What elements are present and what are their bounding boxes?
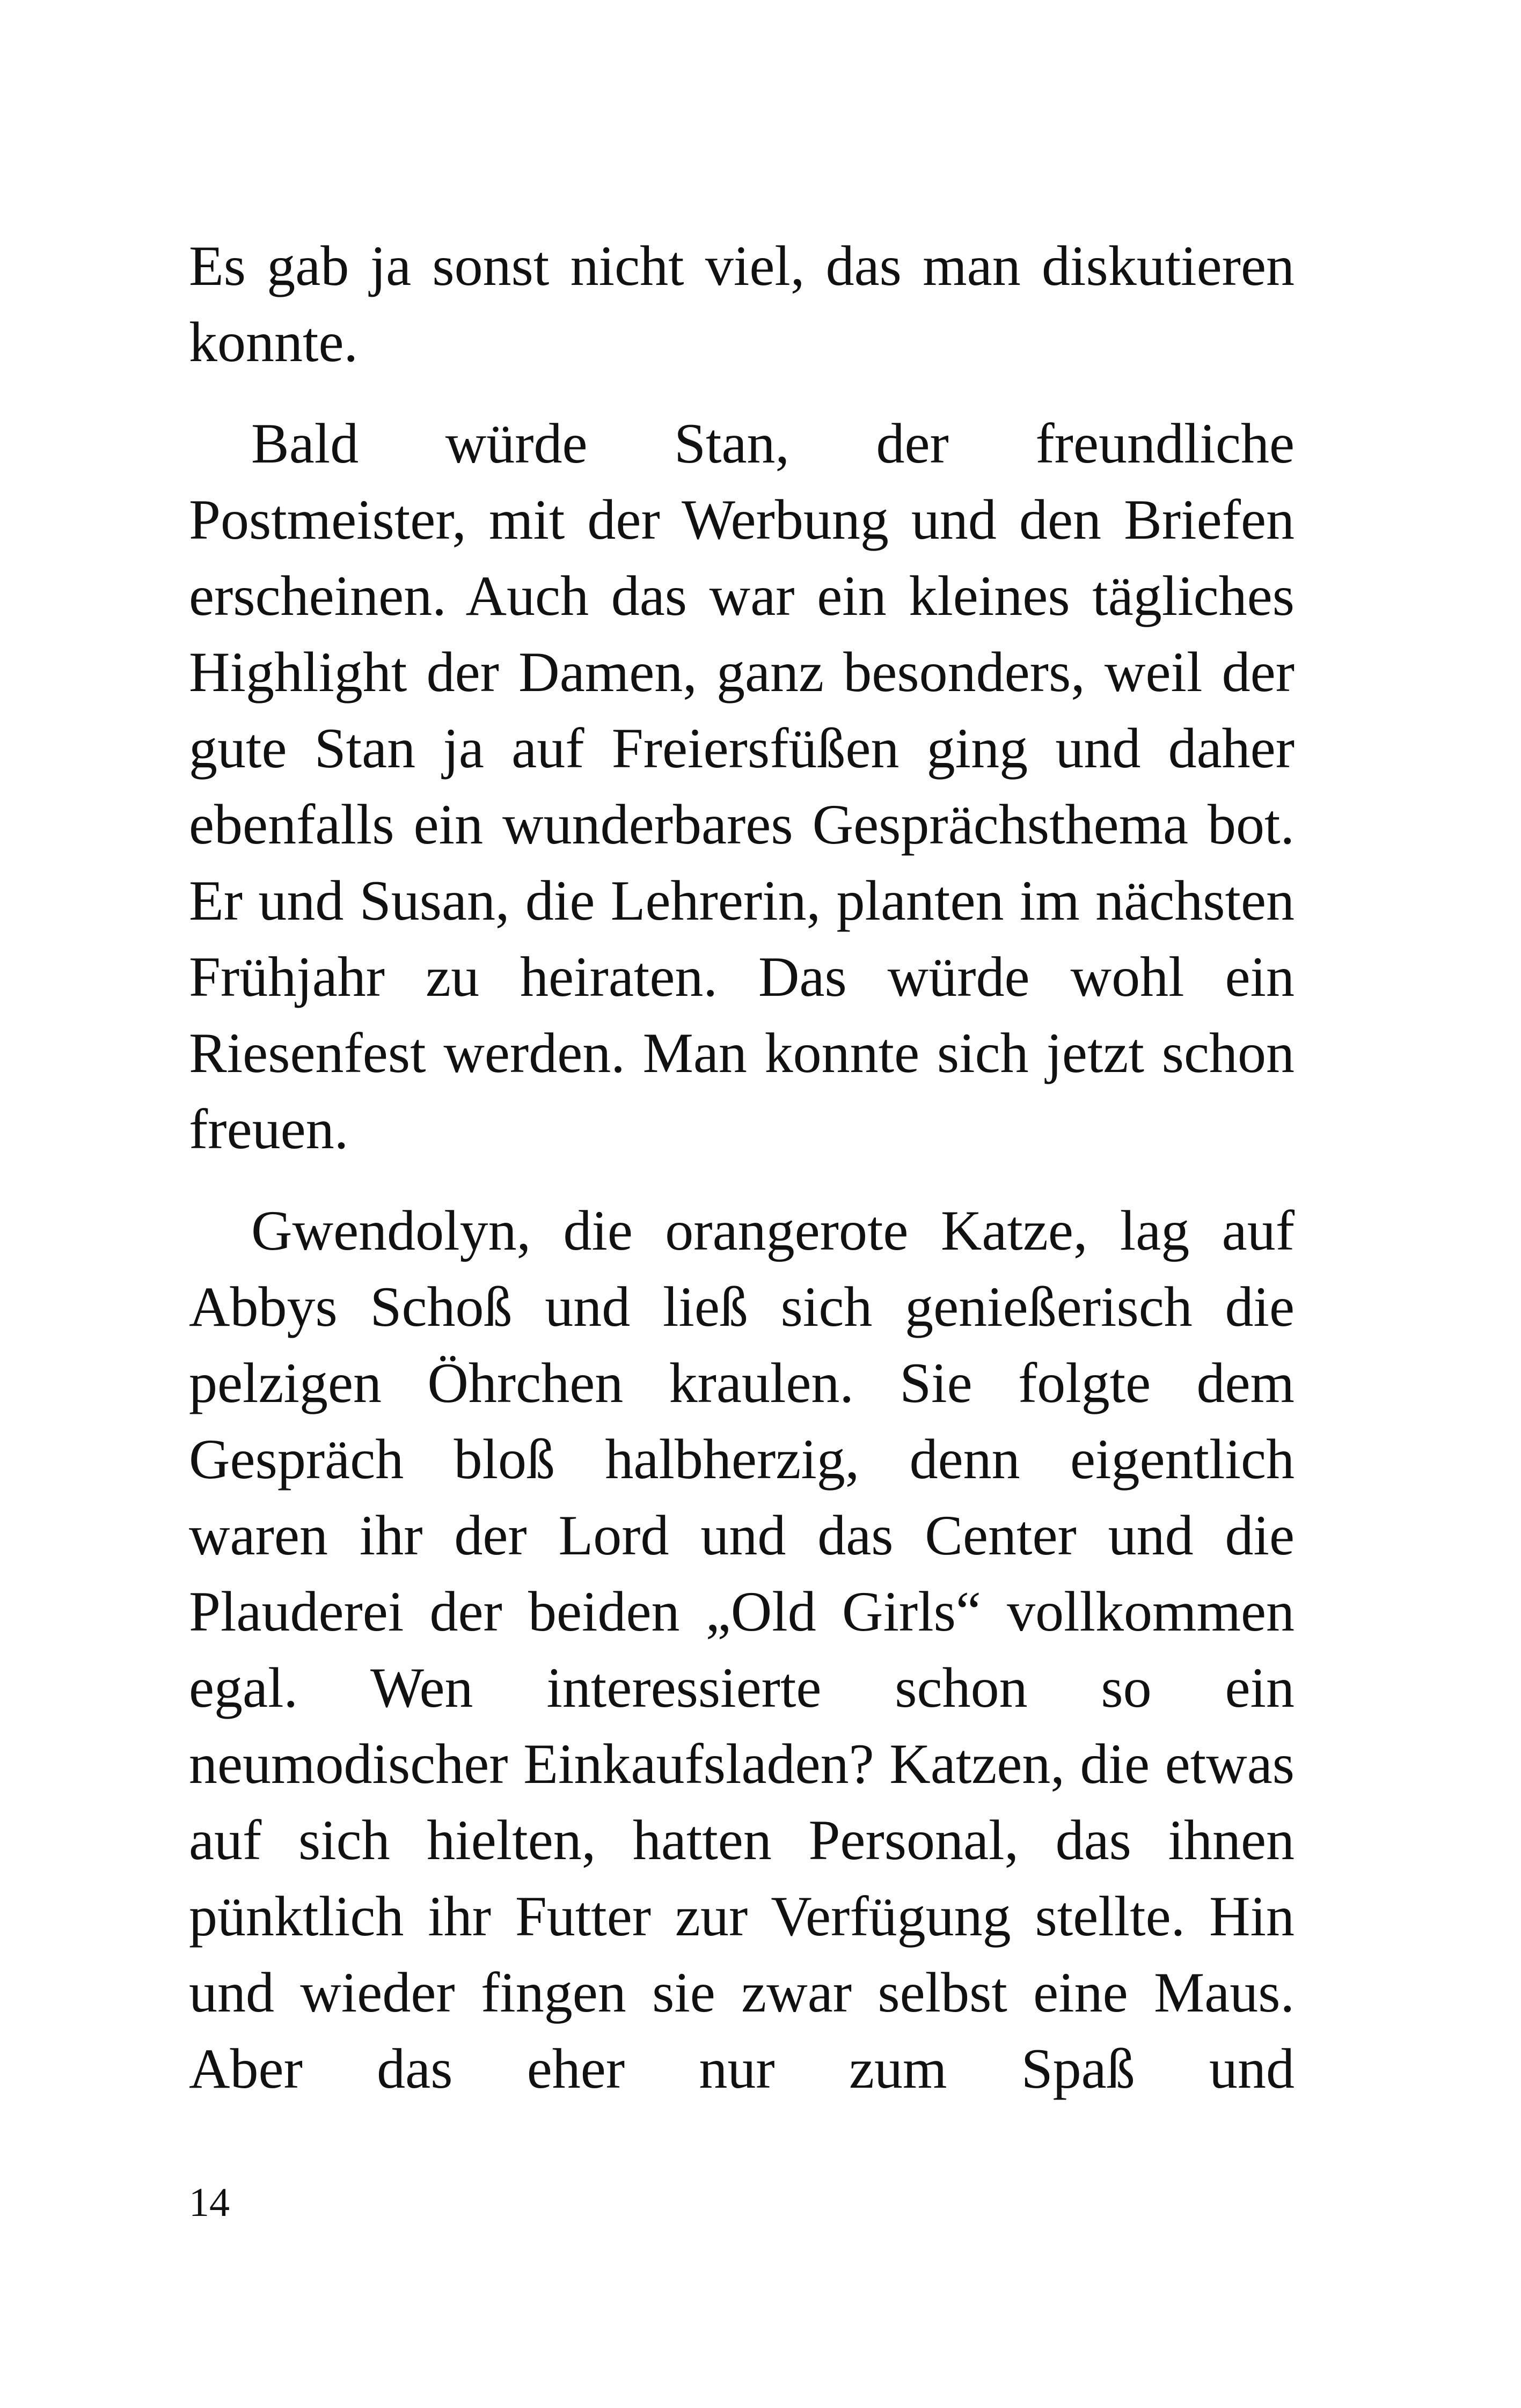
paragraph-1: Es gab ja sonst nicht viel, das man diskutieren konnte. (189, 234, 1295, 373)
paragraph-2: Bald würde Stan, der freundliche Postmeister, mit der Werbung und den Briefen erscheinen. Auch das war ein kleines tägliches Highlight der Damen, ganz besonders, weil der gute Stan ja auf Freiersfüßen ging und daher ebenfalls ein wunderbares Gesprächsthema bot. Er und Susan, die Lehrerin, planten im nächsten Frühjahr zu heiraten. Das würde wohl ein Riesenfest werden. Man konnte sich jetzt schon freuen. (189, 412, 1295, 1161)
page-number: 14 (189, 2180, 230, 2225)
paragraph-3: Gwendolyn, die orangerote Katze, lag auf Abbys Schoß und ließ sich genießerisch die pelzigen Öhrchen kraulen. Sie folgte dem Gespräch bloß halbherzig, denn eigentlich waren ihr der Lord und das Center und die Plauderei der beiden „Old Girls“ vollkommen egal. Wen interessierte schon so ein neumodischer Einkaufsladen? Katzen, die etwas auf sich hielten, hatten Personal, das ihnen pünktlich ihr Futter zur Verfügung stellte. Hin und wieder fingen sie zwar selbst eine Maus. Aber das eher nur zum Spaß und (189, 1199, 1295, 2100)
body-text (189, 228, 1295, 2107)
